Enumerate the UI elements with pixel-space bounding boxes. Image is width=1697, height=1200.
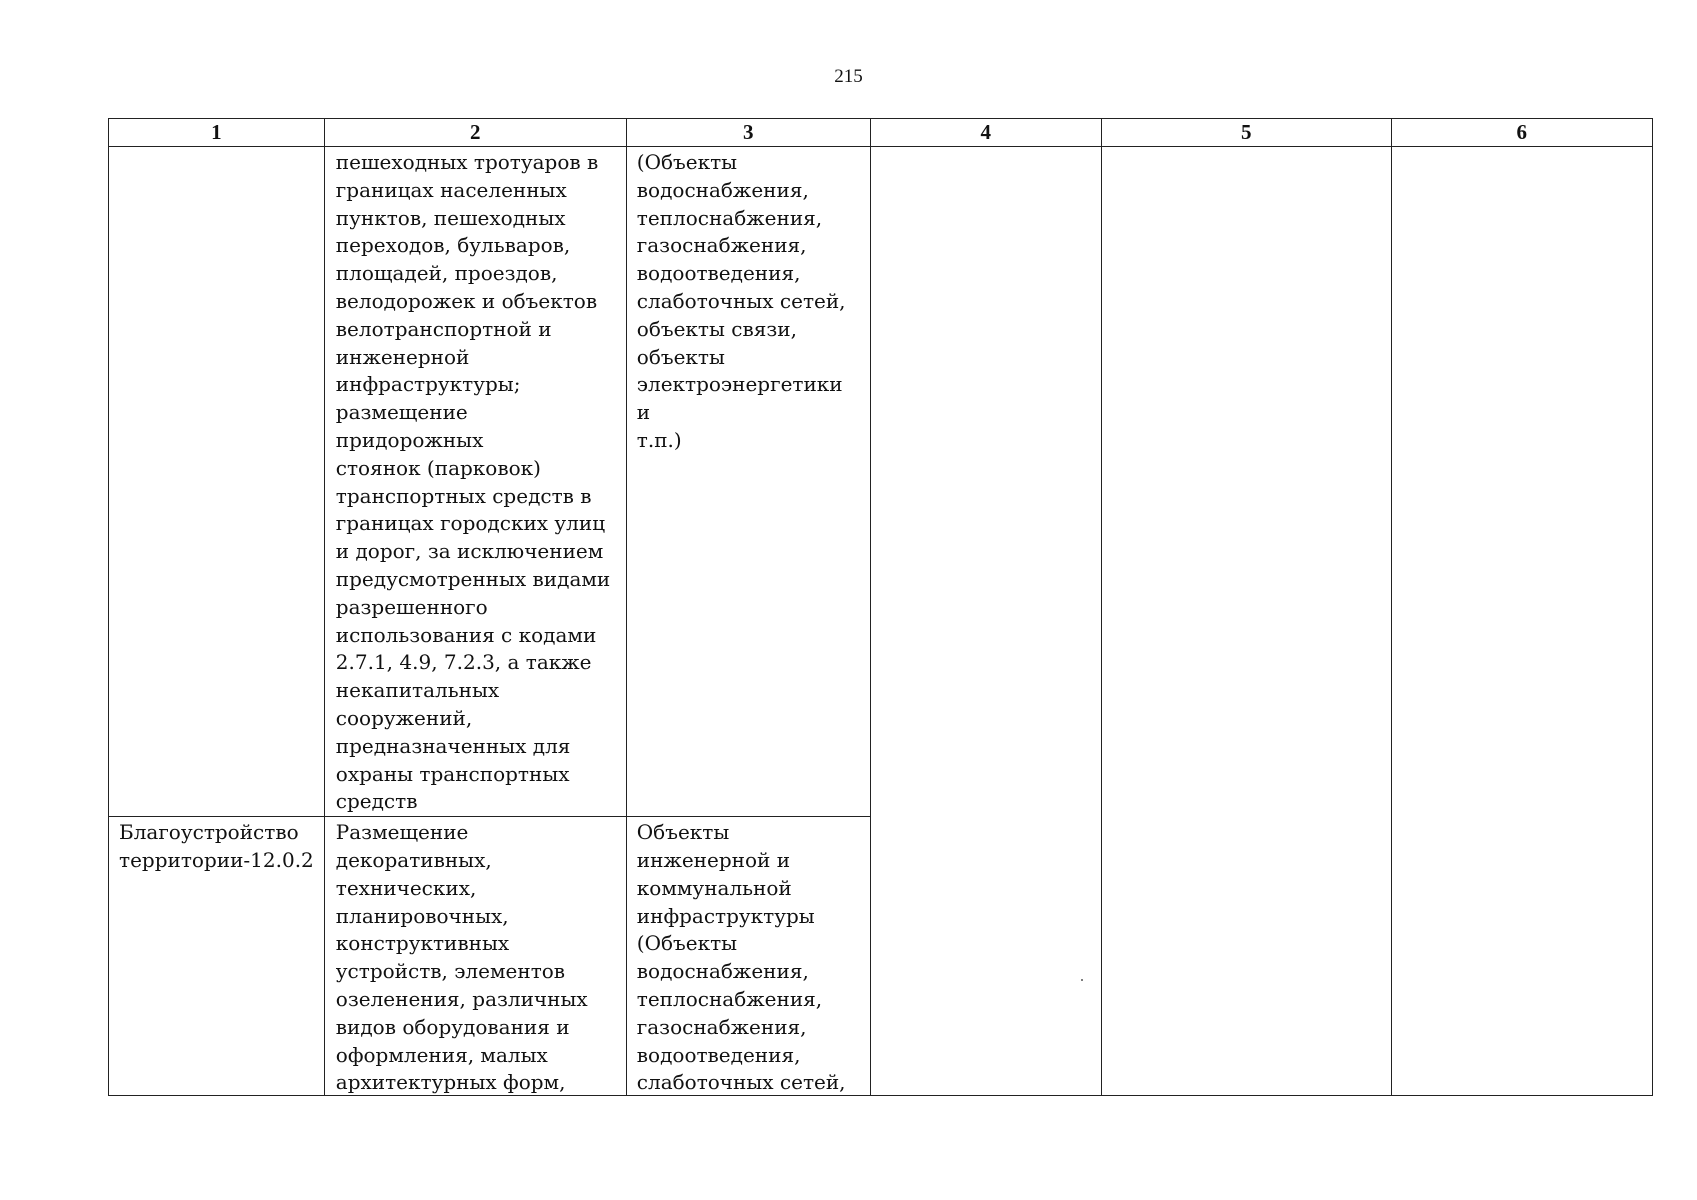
table-row	[109, 147, 1653, 817]
table-cell-use-type	[109, 147, 325, 817]
column-header-3: 3	[626, 119, 870, 147]
table-cell-use-type	[109, 817, 325, 1096]
column-header-5: 5	[1101, 119, 1391, 147]
page-number: 215	[834, 66, 863, 87]
table-cell-column-6	[1391, 147, 1652, 1096]
cell-text: Благоустройство территории-12.0.2	[119, 820, 314, 872]
column-header-6: 6	[1391, 119, 1652, 147]
table-cell-use-description	[324, 147, 626, 817]
table-cell-auxiliary-objects	[626, 817, 870, 1096]
land-use-table	[108, 118, 1653, 1096]
column-header-1: 1	[109, 119, 325, 147]
table-cell-auxiliary-objects	[626, 147, 870, 817]
cell-text	[1392, 147, 1652, 149]
cell-text	[871, 147, 1101, 149]
table-cell-column-4	[870, 147, 1101, 1096]
table-cell-column-5	[1101, 147, 1391, 1096]
column-header-2: 2	[324, 119, 626, 147]
table-header-row	[109, 119, 1653, 147]
cell-text: (Объекты водоснабжения, теплоснабжения, газоснабжения, водоотведения, слаботочных сетей, объекты связи, объекты электроэнергетики и т.п.)	[636, 150, 846, 452]
cell-text	[109, 147, 324, 149]
table-cell-use-description	[324, 817, 626, 1096]
scan-speck	[1081, 979, 1083, 981]
column-header-4: 4	[870, 119, 1101, 147]
cell-text: Объекты инженерной и коммунальной инфраструктуры (Объекты водоснабжения, теплоснабжения, газоснабжения, водоотведения, слаботочных сетей,	[636, 820, 846, 1095]
cell-text: Размещение декоративных, технических, планировочных, конструктивных устройств, элементов озеленения, различных видов оборудования и оформления, малых архитектурных форм,	[335, 820, 588, 1095]
cell-text	[1102, 147, 1391, 149]
cell-text: пешеходных тротуаров в границах населенных пунктов, пешеходных переходов, бульваров, площадей, проездов, велодорожек и объектов велотранспортной и инженерной инфраструктуры; размещение придорожных стоянок (парковок) транспортных средств в границах городских улиц и дорог, за исключением предусмотренных видами разрешенного использования с кодами 2.7.1, 4.9, 7.2.3, а также некапитальных сооружений, предназначенных для охраны транспортных средств	[335, 150, 611, 814]
